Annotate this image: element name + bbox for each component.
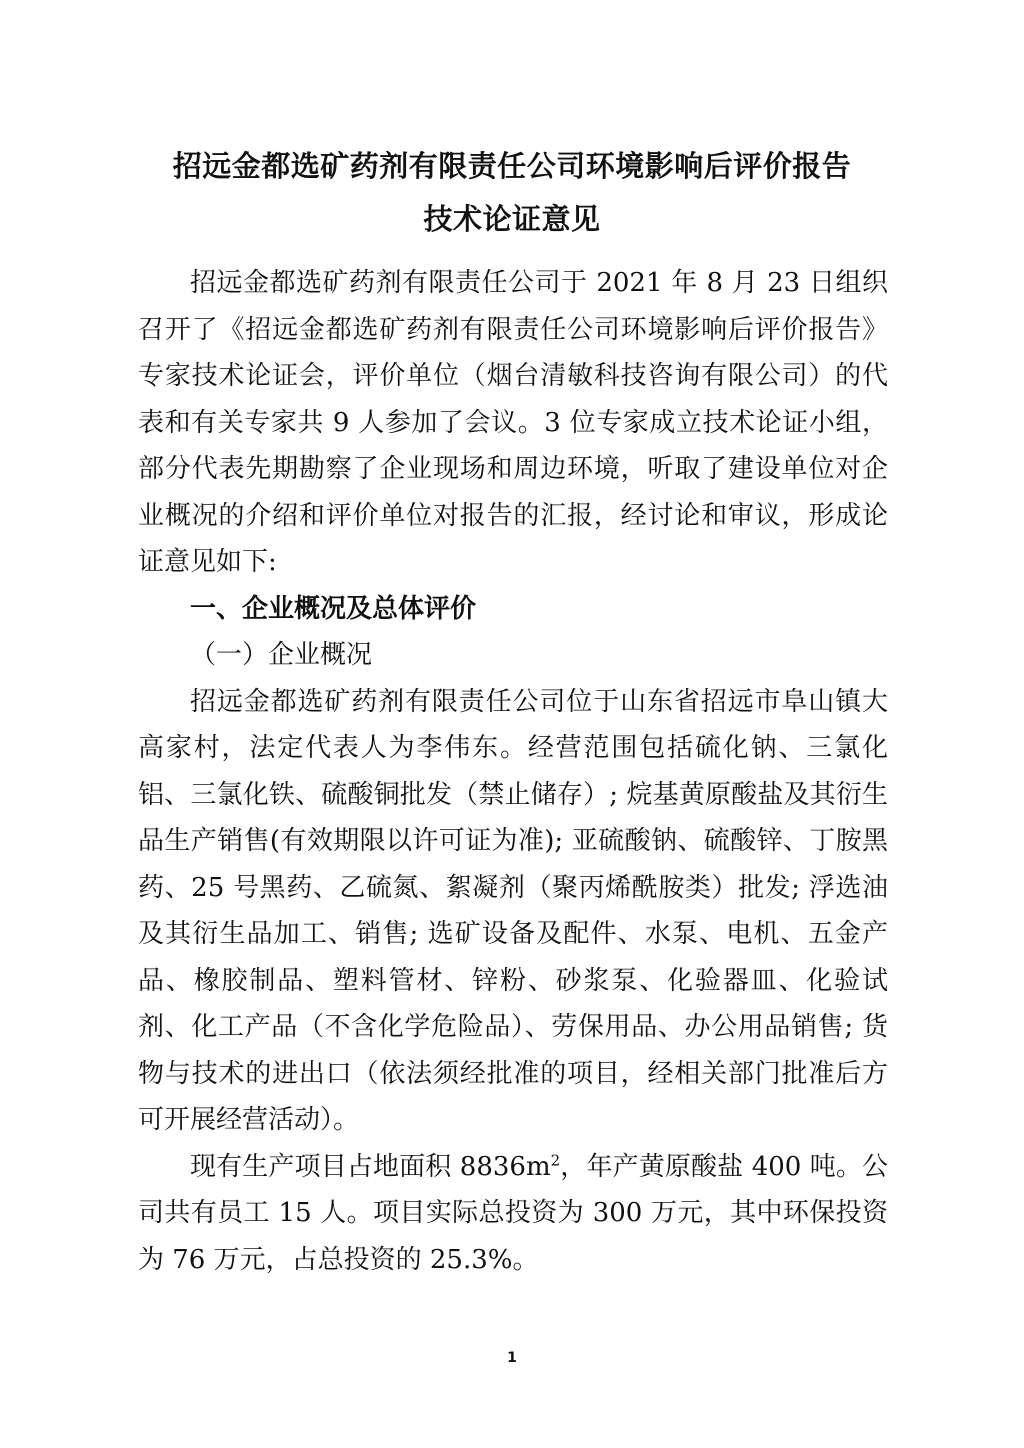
production-paragraph — [138, 1144, 888, 1284]
company-overview-paragraph: 招远金都选矿药剂有限责任公司位于山东省招远市阜山镇大高家村，法定代表人为李伟东。经营范围包括硫化钠、三氯化铝、三氯化铁、硫酸铜批发（禁止储存）; 烷基黄原酸盐及其衍生品生产销售(有效期限以许可证为准); 亚硫酸钠、硫酸锌、丁胺黑药、25 号黑药、乙硫氮、絮凝剂（聚丙烯酰胺类）批发; 浮选油及其衍生品加工、销售; 选矿设备及配件、水泵、电机、五金产品、橡胶制品、塑料管材、锌粉、砂浆泵、化验器皿、化验试剂、化工产品（不含化学危险品）、劳保用品、办公用品销售; 货物与技术的进出口（依法须经批准的项目，经相关部门批准后方可开展经营活动）。 — [138, 686, 888, 1135]
document-title — [0, 140, 1024, 246]
document-body — [138, 260, 888, 1283]
production-text-part2: ，年产黄原酸盐 400 吨。公司共有员工 15 人。项目实际总投资为 300 万元，其中环保投资为 76 万元，占总投资的 25.3%。 — [138, 1151, 888, 1275]
production-text-part1: 现有生产项目占地面积 8836m — [190, 1151, 551, 1182]
section-heading: 一、企业概况及总体评价 — [190, 593, 477, 624]
intro-paragraph: 招远金都选矿药剂有限责任公司于 2021 年 8 月 23 日组织召开了《招远金都选矿药剂有限责任公司环境影响后评价报告》专家技术论证会，评价单位（烟台清敏科技咨询有限公司）的代表和有关专家共 9 人参加了会议。3 位专家成立技术论证小组，部分代表先期勘察了企业现场和周边环境，听取了建设单位对企业概况的介绍和评价单位对报告的汇报，经讨论和审议，形成论证意见如下: — [138, 268, 888, 577]
page-number: 1 — [507, 1350, 517, 1366]
area-unit-superscript: 2 — [550, 1150, 561, 1169]
title-line-1: 招远金都选矿药剂有限责任公司环境影响后评价报告 — [172, 149, 852, 183]
subsection-heading: （一）企业概况 — [190, 640, 373, 670]
title-line-2: 技术论证意见 — [423, 202, 601, 236]
